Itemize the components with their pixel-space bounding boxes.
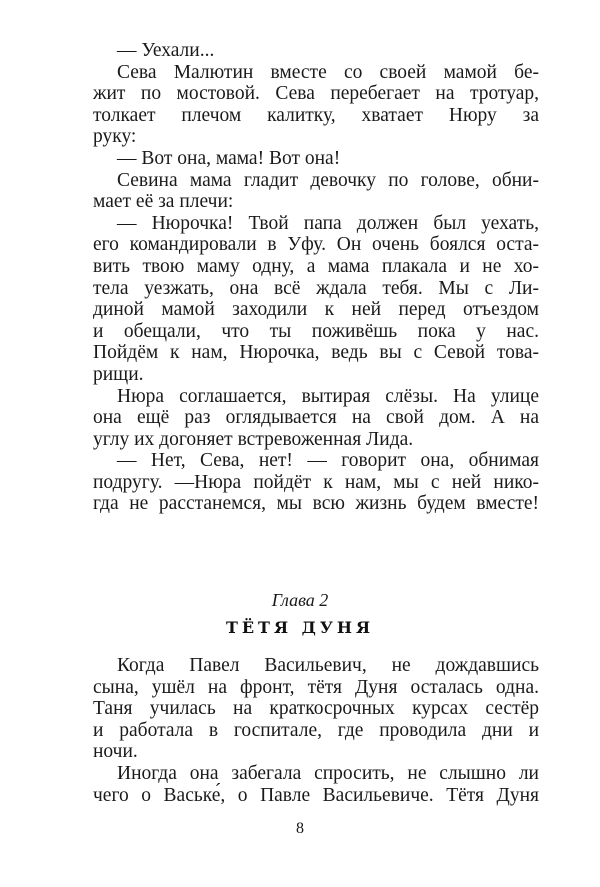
page-number: 8 — [296, 820, 304, 837]
text-line: Нюра соглашается, вытирая слёзы. На улице — [117, 385, 539, 407]
text-line: жит по мостовой. Сева перебегает на тротуар, — [93, 83, 539, 105]
text-line: — Нет, Сева, нет! — говорит она, обнимая — [117, 450, 539, 472]
text-line: углу их догоняет встревоженная Лида. — [93, 428, 414, 450]
text-line: подругу. —Нюра пойдёт к нам, мы с ней нико- — [93, 471, 539, 493]
text-line: — Нюрочка! Твой папа должен был уехать, — [117, 212, 539, 234]
chapter-title: ТЁТЯ ДУНЯ — [225, 618, 375, 637]
text-block-2 — [93, 655, 539, 806]
text-line: и работала в госпитале, где проводила дни и — [93, 719, 539, 741]
text-line: Таня училась на краткосрочных курсах сестёр — [93, 698, 539, 720]
text-line: мает её за плечи: — [93, 191, 234, 213]
text-line: толкает плечом калитку, хватает Нюру за — [93, 104, 539, 126]
text-line: гда не расстанемся, мы всю жизнь будем вместе! — [93, 493, 539, 515]
text-line: Пойдём к нам, Нюрочка, ведь вы с Севой това- — [93, 342, 539, 364]
text-line: сына, ушёл на фронт, тётя Дуня осталась одна. — [93, 676, 539, 698]
text-line: Когда Павел Васильевич, не дождавшись — [117, 655, 539, 676]
text-line: Сева Малютин вместе со своей мамой бе- — [117, 61, 539, 83]
text-line: руку: — [93, 126, 137, 148]
text-line: и обещали, что ты поживёшь пока у нас. — [93, 320, 539, 342]
text-line: его командировали в Уфу. Он очень боялся оста- — [93, 234, 539, 256]
text-line: тела уезжать, она всё ждала тебя. Мы с Ли- — [93, 277, 539, 299]
text-line: рищи. — [93, 363, 144, 385]
text-line: Севина мама гладит девочку по голове, обни- — [117, 169, 539, 191]
text-line: — Уехали... — [117, 40, 215, 61]
text-line: вить твою маму одну, а мама плакала и не хо- — [93, 255, 539, 277]
text-line: Иногда она забегала спросить, не слышно ли — [117, 762, 539, 784]
text-line: диной мамой заходили к ней перед отъездом — [93, 299, 539, 321]
text-line: она ещё раз оглядывается на свой дом. А на — [93, 407, 539, 429]
text-line: ночи. — [93, 741, 138, 763]
text-line: чего о Ваське́, о Павле Васильевиче. Тётя Дуня — [93, 784, 539, 806]
chapter-label: Глава 2 — [271, 590, 329, 610]
text-line: — Вот она, мама! Вот она! — [117, 147, 341, 169]
text-block-1 — [93, 40, 539, 515]
